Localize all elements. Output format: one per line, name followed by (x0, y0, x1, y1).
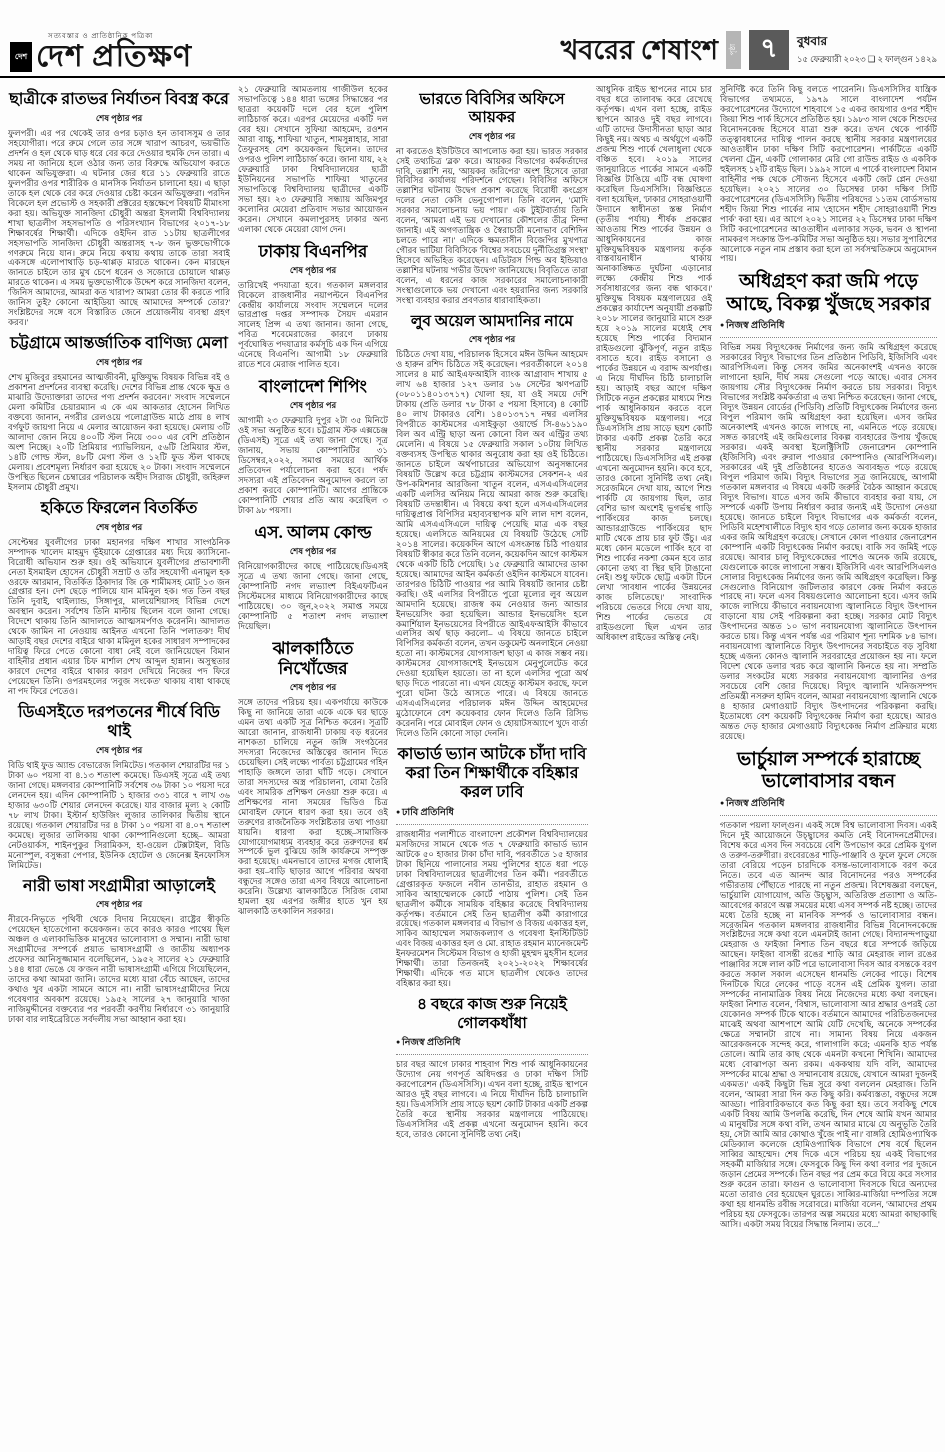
article-body: শেখ মুজিবুর রহমানের আত্মজীবনী, মুক্তিযুদ্ধ বিষয়ক বিভিন্ন বই ও প্রকাশনা প্রদর্শনের ব্যবস্থা করেছি। দেশের বিভিন্ন প্রান্ত থেকে ক্ষুদ্র ও মাঝারি উদ্যোক্তারা তাদের পণ্য প্রদর্শন করবেন।' সংবাদ সম্মেলনে মেলা কমিটির চেয়ারম্যান এ কে এম আকতার হোসেন লিখিত বক্তব্যে জানান, নগরীর রেলওয়ে পলোগ্রাউন্ড মাঠে প্রায় ৪ লাখ বর্গফুট জায়গা নিয়ে এ মেলার আয়োজন করা হয়েছে। মেলায় ৩টি আলাদা জোন নিয়ে ৪০০টি স্টল নিয়ে ৩০০ এর বেশি প্রতিষ্ঠান অংশ নিচ্ছে। ২০টি প্রিমিয়ার প্যাভিলিয়ন, ৫৬টি প্রিমিয়ার স্টল, ১৪টি গোল্ড স্টল, ৪৮টি মেগা স্টল ও ১২টি ফুড স্টল থাকছে মেলায়। প্রবেশমূল্য নির্ধারণ করা হয়েছে ২০ টাকা। সংবাদ সম্মেলনে উপস্থিত ছিলেন চেম্বারের পরিচালক অহীদ সিরাজ চৌধুরী, জহিরুল ইসলাম চৌধুরী প্রমুখ। (8, 372, 230, 492)
news-column-3 (396, 84, 588, 1448)
byline-bullet-icon: ● (720, 798, 726, 807)
byline-name: নিজস্ব প্রতিনিধি (725, 798, 785, 809)
masthead-logo-text: দেশ প্রতিক্ষণ (36, 40, 193, 73)
article-headline: ঝালকাঠিতে নিখোঁজের (272, 638, 354, 678)
article-body: বিনিয়োগকারীদের কাছে পাঠিয়েছে।ডিএসই সূত্রে এ তথ্য জানা গেছে। জানা গেছে, কোম্পানিটি নগদ লভ্যাংশ বিইএফটিএন সিস্টেমসের মাধ্যমে বিনিয়োগকারীদের কাছে পাঠিয়েছে। ৩০ জুন,২০২২ সমাপ্ত সময়ে কোম্পানিটি ৫ শতাংশ নগদ লভ্যাংশ দিয়েছিল। (238, 561, 388, 631)
article-body: সঙ্গে তাদের পরিচয় হয়। একপর্যায়ে কাউকে কিছু না জানিয়ে তারা একে একে ঘর ছাড়ে এমন তথ্য একটি সূত্র নিশ্চিত করেন। সূত্রটি আরো জানান, রাজধানী ঢাকায় বড় ধরনের নাশকতা চালিয়ে নতুন জঙ্গি সংগঠনের সদস্যরা নিজেদের অস্তিত্বের জানান দিতে চেয়েছিল। সেই লক্ষ্যে পার্বত্য চট্টগ্রামের গহিন পাহাড়ি জঙ্গলে তারা ঘাঁটি গড়ে। সেখানে তারা সদস্যদের অস্ত্র পরিচালনা, বোমা তৈরি এবং সামরিক প্রশিক্ষণ নেওয়া শুরু করে। এ প্রশিক্ষণের নানা সময়ের ভিডিও চিত্র মোবাইল ফোনে ধারণ করা হয়। তবে ওই তরুণের রাজনৈতিক সংশ্লিষ্টতার তথ্য পাওয়া যায়নি। ধারণা করা হচ্ছে–সামাজিক যোগাযোগমাধ্যম ব্যবহার করে তরুণদের ধর্ম সম্পর্কে ভুল বুঝিয়ে জঙ্গি কার্যক্রমে সম্পৃক্ত করা হয়েছে। এমনভাবে তাদের মগজ ধোলাই করা হয়–বাড়ি ছাড়ার আগে পরিবার অথবা বন্ধুদের সঙ্গেও তারা এসব বিষয়ে আলোচনা করেনি। উল্লেখ্য ঝালকাঠিতে সিরিজ বোমা হামলা হয় এরপর জঙ্গীর হাতে খুন হয় ঝালকাঠি তৎকালিন সরকার। (238, 696, 388, 917)
masthead-tagline: সত্যবস্তার ও প্রাতিষ্ঠানিক পত্রিকা (48, 32, 154, 40)
continued-from-kicker: শেষ পৃষ্ঠার পর (289, 546, 337, 557)
article-body: তারিখেই পদযাত্রা হবে। গতকাল মঙ্গলবার বিকেলে রাজধানীর নয়াপল্টনে বিএনপির কেন্দ্রীয় কার্যালয়ে সংবাদ সম্মেলনে দলের ভারপ্রাপ্ত দপ্তর সম্পাদক সৈয়দ এমরান সালেহ প্রিন্স এ তথ্য জানান। জানা গেছে, পবিত্র শবেমেরাজের কারণে ঢাকায় পূর্বঘোষিত পদযাত্রার কর্মসূচি এক দিন এগিয়ে এনেছে বিএনপি। আগামী ১৮ ফেব্রুয়ারি রাতে শবে মেরাজ পালিত হবে। (238, 279, 388, 370)
article-body: বিভিন্ন সময় বিদ্যুৎকেন্দ্র নির্মাণের জন্য জমি অধিগ্রহণ করেছে সরকারের বিদ্যুৎ বিভাগের তিন প্রতিষ্ঠান পিডিবি, ইজিসিবি এবং আরপিসিএল। কিন্তু সেসব জমির অনেকাংশই এখনও কাজে লাগানো হয়নি, দীর্ঘ সময় সেগুলো পড়ে আছে। এবার সেসব জায়গায় সৌর বিদ্যুৎকেন্দ্র নির্মাণ করতে চায় সরকার। বিদ্যুৎ বিভাগের সংশ্লিষ্ট কর্মকর্তারা এ তথ্য নিশ্চিত করেছেন। জানা গেছে, বিদ্যুৎ উন্নয়ন বোর্ডের (পিডিবি) প্রতিটি বিদ্যুৎকেন্দ্র নির্মাণের জন্য বিপুল পরিমাণ জমি অধিগ্রহণ করা হয়েছিল। এসব জমির অনেকাংশই এখনও কাজে লাগছে না, এমনিতে পড়ে রয়েছে। সঙ্গত কারণেই এই জমিগুলোর বিকল্প ব্যবহারের উপায় খুঁজছে সরকার। একই অবস্থা ইলেক্ট্রিসিটি জেনারেশন কোম্পানি (ইজিসিবি) এবং রুরাল পাওয়ার কোম্পানিও (আরপিসিএল)। সরকারের এই দুই প্রতিষ্ঠানের হাতেও অব্যবহৃত পড়ে রয়েছে বিপুল পরিমাণ জমি। বিদ্যুৎ বিভাগের সূত্র জানিয়েছে, আগামী গতকাল মঙ্গলবার এ বিষয়ে একটি জরুরি বৈঠক আহ্বান করেছে বিদ্যুৎ বিভাগ। যাতে এসব জমি কীভাবে ব্যবহার করা যায়, সে সম্পর্কে একটি উপায় নির্ধারণ করার জন্যই এই উদ্যোগ নেওয়া হয়েছে। জানতে চাইলে বিদ্যুৎ বিভাগের এক কর্মকর্তা বলেন, পিডিবি মহেশখালীতে বিদ্যুৎ হাব গড়ে তোলার জন্য কয়েক হাজার একর জমি অধিগ্রহণ করেছে। সেখানে কোল পাওয়ার জেনারেশন কোম্পানি একটি বিদ্যুৎকেন্দ্র নির্মাণ করছে। বাকি সব জমিই পড়ে রয়েছে। আবার চালু বিদ্যুৎকেন্দ্রের পাশেও অনেক জমি রয়েছে, যেগুলোকে কাজে লাগানো সম্ভব। ইজিসিবি এবং আরপিসিএলও সোলার বিদ্যুৎকেন্দ্র নির্মাণের জন্য জমি অধিগ্রহণ করেছিল। কিন্তু সেগুলোও বিনিয়োগ জটিলতার কারণে কেন্দ্র নির্মাণ করতে পারছে না। ফলে এসব বিষয়গুলোও আলোচনা হবে। এসব জমি কাজে লাগিয়ে কীভাবে নবায়নযোগ্য জ্বালানিতে বিদ্যুৎ উৎপাদন বাড়ানো যায় সেই পরিকল্পনা করা হচ্ছে। সরকার মোট বিদ্যুৎ উৎপাদনের অন্তত ১০ ভাগ নবায়নযোগ্য জ্বালানিতে উৎপাদন করতে চায়। কিন্তু এখন পর্যন্ত এর পরিমাণ শূন্য দশমিক ৮৪ ভাগ। নবায়নযোগ্য জ্বালানিতে বিদ্যুৎ উৎপাদনের সবচাইতে বড় সুবিধা হচ্ছে এজন্য কোনও জ্বালানি সরবরাহের প্রয়োজন হয় না। ফলে বিদেশ থেকে ডলার খরচ করে জ্বালানি কিনতে হয় না। সম্প্রতি ডলার সংকটের মধ্যে সরকার নবায়নযোগ্য জ্বালানির ওপর সবচেয়ে বেশি জোর দিয়েছে। বিদ্যুৎ জ্বালানি খনিজসম্পদ প্রতিমন্ত্রী নসরুল হামিদ বলেন, আমরা নবায়নযোগ্য জ্বালানি থেকে ৪ হাজার মেগাওয়াট বিদ্যুৎ উৎপাদনের পরিকল্পনা করছি। ইতোমধ্যে বেশ কয়েকটি বিদ্যুৎকেন্দ্র নির্মাণ করা হয়েছে। আরও অন্তত দেড় হাজার মেগাওয়াট বিদ্যুৎকেন্দ্র নির্মাণ প্রক্রিয়ার মধ্যে রয়েছে। (720, 342, 937, 742)
page-number: ৭ (760, 32, 778, 63)
continued-from-kicker: শেষ পৃষ্ঠার পর (289, 264, 337, 275)
continued-from-kicker: শেষ পৃষ্ঠার পর (95, 744, 143, 755)
article-headline: অধিগ্রহণ করা জমি পড়ে আছে, বিকল্প খুঁজছে সরকার (726, 271, 931, 315)
continued-from-kicker: শেষ পৃষ্ঠার পর (289, 681, 337, 692)
continued-from-kicker: শেষ পৃষ্ঠার পর (468, 130, 516, 141)
page-label: পৃষ্ঠা (729, 44, 738, 56)
article-body: রাজধানীর পলাশীতে বাংলাদেশ প্রকৌশল বিশ্ববিদ্যালয়ের মসজিদের সামনে থেকে গত ৭ ফেব্রুয়ারি কাভার্ড ভ্যান আটকে ৫০ হাজার টাকা চাঁদা দাবি, পরবর্তীতে ১৫ হাজার টাকা ছিনিয়ে পালানোর সময় পুলিশের হাতে ধরা পড়ে ঢাকা বিশ্ববিদ্যালয়ের ছাত্রলীগের তিন কর্মী। পরবর্তীতে গ্রেপ্তারকৃত ফজলে নবীন তানভীর, রাহাত রহমান ও সাকিব আহাম্মেলকে কোর্টে পাঠায় পুলিশ। সেই তিন ছাত্রলীগ কর্মীকে সাময়িক বহিষ্কার করেছে বিশ্ববিদ্যালয় কর্তৃপক্ষ। বর্তমানে সেই তিন ছাত্রলীগ কর্মী কারাগারে রয়েছে। গতকাল মঙ্গলবার এ বিভাগ ও বিজয় একাত্তর হল, সাকিব আহাম্মেল সমাজকল্যাণ ও গবেষণা ইনস্টিটিউট এবং বিজয় একাত্তর হল ও মো. রাহাত রহমান ম্যানেজমেন্ট ইনফরমেশন সিস্টেমস বিভাগ ও হাজী মুহম্মদ মুহসীন হলের শিক্ষার্থী। তারা তিনজনই ২০২১-২০২২ শিক্ষাবর্ষের শিক্ষার্থী। এদিকে গত মাসে ছাত্রলীগ থেকেও তাদের বহিষ্কার করা হয়। (396, 828, 588, 989)
article-body: চার বছর আগে ঢাকার শাহবাগ শিশু পার্ক আধুনিকায়নের উদ্যোগ নেয় গণপূর্ত অধিদপ্তর ও ঢাকা দক্ষিণ সিটি করপোরেশন (ডিএসসিসি)। এখন বলা হচ্ছে, রাইড স্থাপনে আরও দুই বছর লাগবে। এ নিয়ে দীর্ঘদিন চিঠি চালাচালি হয়। ডিএসসিসি প্রায় সাড়ে ছয়শ কোটি টাকার একটি প্রকল্প তৈরি করে স্থানীয় সরকার মন্ত্রণালয়ে পাঠিয়েছে। ডিএসসিসির এই প্রকল্প এখনো অনুমোদন হয়নি। কবে হবে, তারও কোনো সুনির্দিষ্ট তথ্য নেই। (396, 1058, 588, 1139)
page-number-box (749, 30, 789, 70)
header-right (561, 30, 937, 70)
byline-divider (396, 824, 588, 825)
article-headline: লুব অয়েল আমদানির নামে (410, 313, 574, 331)
continued-from-kicker: শেষ পৃষ্ঠার পর (95, 899, 143, 910)
article-byline (396, 1036, 588, 1051)
masthead-logo-mark: দেশ (10, 42, 32, 72)
article-byline (720, 319, 937, 334)
byline-bullet-icon: ● (396, 1037, 402, 1046)
byline-divider (396, 1054, 588, 1055)
byline-name: ঢাবি প্রতিনিধি (401, 807, 454, 818)
continued-from-kicker: শেষ পৃষ্ঠার পর (289, 400, 337, 411)
byline-name: নিজস্ব প্রতিনিধি (401, 1037, 461, 1048)
article-body: সুনির্দিষ্ট করে তিনি কিছু বলতে পারেননি। ডিএসসিসির যান্ত্রিক বিভাগের তথ্যমতে, ১৯৭৯ সালে বাংলাদেশ পর্যটন করপোরেশনের উদ্যোগে শাহবাগে ১৫ একর জায়গার ওপর শহীদ জিয়া শিশু পার্ক হিসেবে প্রতিষ্ঠিত হয়। ১৯৮৩ সাল থেকে শিশুদের বিনোদনকেন্দ্র হিসেবে যাত্রা শুরু করে। তখন থেকে পার্কটি তত্ত্বাবধানের দায়িত্ব পালন করছে স্থানীয় সরকার মন্ত্রণালয়ের আওতাধীন ঢাকা দক্ষিণ সিটি করপোরেশন। পার্কটিতে একটি খেলনা ট্রেন, একটি গোলাকার মেরি গো রাউন্ড রাইড ও একবিক হুইলসহ ১২টি রাইড ছিল। ১৯৯২ সালে এ পার্কে বাংলাদেশ বিমান বাহিনীর পক্ষ থেকে সৌজন্য হিসেবে একটি জেট প্লেন দেওয়া হয়েছিল। ২০২১ সালের ৩০ ডিসেম্বর ঢাকা দক্ষিণ সিটি করপোরেশনের (ডিএসসিসি) দ্বিতীয় পরিষদের ১১তম বোর্ডসভায় শহীদ জিয়া শিশু পার্কের নাম 'হোসেন শহীদ সোহরাওয়ার্দী শিশু পার্ক' করা হয়। এর আগে ২০২১ সালের ২২ ডিসেম্বর ঢাকা দক্ষিণ সিটি করপোরেশনের আওতাধীন এলাকার সড়ক, ভবন ও স্থাপনা নামকরণ সংক্রান্ত উপ-কমিটির সভা অনুষ্ঠিত হয়। সভার সুপারিশের আলোকে নতুন নাম প্রস্তাব করা হলে তা সর্বসম্মতিক্রমে অনুমোদন পায়। (720, 84, 937, 264)
masthead (10, 30, 310, 72)
article-headline: ডিএসইতে দরপতনের শীর্ষে বিডি থাই (18, 704, 220, 740)
article-body: না করতেও ইউটিউবে আপলোড করা হয়। ভারত সরকার সেই তথ্যচিত্র 'ব্লক' করে। আয়কর বিভাগের কর্মকর্তাদের দাবি, তল্লাশি নয়, 'আয়কর জরিপের' অংশ হিসেবে তারা বিবিসির কার্যালয় পরিদর্শনে গেছেন। বিবিসির অফিসে তল্লাশির ঘটনায় উদ্বেগ প্রকাশ করেছে বিরোধী কংগ্রেস দলের নেতা কেসি ভেনুগোপাল। তিনি বলেন, 'মোদি সরকার সমালোচনায় ভয় পায়।' এক টুইটবার্তায় তিনি বলেন, 'আমরা এই ভয় দেখানোর কৌশলের তীব্র নিন্দা জানাই। এই অগণতান্ত্রিক ও স্বৈরাচারী মনোভাব বেশিদিন চলতে পারে না।' এদিকে ক্ষমতাসীন বিজেপির মুখপাত্র গৌরব ভাটিয়া বিবিসিকে 'বিশ্বের সবচেয়ে দুর্নীতিগ্রস্ত সংস্থা' হিসেবে অভিহিত করেছেন। এডিটরস গিল্ড অব ইন্ডিয়াও তল্লাশির ঘটনায় 'গভীর উদ্বেগ' জানিয়েছে। বিবৃতিতে তারা বলেন, এ ধরনের কাজ সরকারের সমালোচনাকারী সংস্থাগুলোকে ভয় দেখানো এবং হয়রানির জন্য সরকারি সংস্থা ব্যবহার করার প্রবণতার ধারাবাহিকতা। (396, 145, 588, 306)
continued-from-kicker: শেষ পৃষ্ঠার পর (95, 357, 143, 368)
byline-name: নিজস্ব প্রতিনিধি (725, 321, 785, 332)
article-headline: বাংলাদেশ শিপিং (258, 377, 368, 397)
article-body: বিডি থাই ফুড অ্যান্ড বেভারেজ লিমিটেড। গতকাল শেয়ারটির দর ১ টাকা ৬০ পয়সা বা ৪.১৩ শতাংশ কমেছে। ডিএসই সূত্রে এই তথ্য জানা গেছে। মঙ্গলবার কোম্পানিটি সর্বশেষ ৩৬ টাকা ১০ পয়সা দরে লেনদেন হয়। এদিন কোম্পানিটি ১ হাজার ৩৩১ বারে ৭ লাখ ৩৬ হাজার ৬৩০টি শেয়ার লেনদেন করেছে। যার বাজার মূল্য ২ কোটি ৭৮ লাখ টাকা। ইস্টার্ন হাউজিং লুজার তালিকার দ্বিতীয় স্থানে রয়েছে। গতকাল শেয়ারটির দর ৪ টাকা ১০ পয়সা বা ৪.০৭ শতাংশ কমেছে। লুজার তালিকায় থাকা কোম্পানিগুলো হচ্ছে– আমরা নেটওয়ার্কস, শাইনপুকুর সিরামিকস, হা-ওয়েল টেক্সটাইল, বিডি মনোস্পুল, বসুন্ধরা পেপার, ইউনিক হোটেল ও জেনেক্স ইনফোসিস লিমিটেড। (8, 759, 230, 870)
continued-from-kicker: শেষ পৃষ্ঠার পর (468, 334, 516, 345)
article-headline: হকিতে ফিরলেন বিতর্কিত (40, 499, 198, 517)
byline-divider (720, 337, 937, 338)
byline-divider (720, 815, 937, 816)
article-byline (720, 797, 937, 812)
article-headline: এস. আলম কোল্ড (254, 523, 372, 543)
news-column-1 (8, 84, 230, 1448)
byline-bullet-icon: ● (720, 321, 726, 330)
news-column-5 (720, 84, 937, 1448)
section-title: খবরের শেষাংশ (560, 34, 718, 65)
news-column-2 (238, 84, 388, 1448)
article-body: আগামী ২৩ ফেব্রুয়ারি দুপুর ২টা ৩৫ মিনিটে ওই সভা অনুষ্ঠিত হবে। চট্টগ্রাম স্টক এক্সচেঞ্জ (ডিএসই) সূত্রে এই তথ্য জানা গেছে। সূত্র জানায়, সভায় কোম্পানিটির ৩১ ডিসেম্বর,২০২২, সমাপ্ত সময়ের আর্থিক প্রতিবেদন পর্যালোচনা করা হবে। পর্ষদ সদস্যরা এই প্রতিবেদন অনুমোদন করলে তা প্রকাশ করবে কোম্পানিটি। আগের প্রান্তিকে কোম্পানিটি শেয়ার প্রতি আয় করেছিল ৩ টাকা ৯৮ পয়সা। (238, 415, 388, 516)
continued-from-kicker: শেষ পৃষ্ঠার পর (95, 112, 143, 123)
article-body: চিঠিতে দেখা যায়, পরিচালক হিসেবে মঈন উদ্দিন আহমেদ ও হারুন রশিদ চিঠিতে সই করেছেন। পরবর্তীকালে ২০১৪ সালের ৪ মার্চ আইএফআইসি ব্যাংক আগ্রাবাদ শাখায় ৫ লাখ ৬৪ হাজার ১২৭ ডলার ১৬ সেন্টের ঋণপত্রটি (০৮০১১৪০১৩৭১৭) খোলা হয়, যা ওই সময়ে দেশি টাকায় (প্রতি ডলার ৭৮ টাকা ৫ পয়সা হিসাবে) ৪ কোটি ৪০ লাখ টাকারও বেশি। ১৪০১৩৭১৭ নম্বর এলসির বিপরীতে কাস্টমসের এসাইকুড়া ওয়ার্ল্ডে সি-৪৬১১৯০ বিল অব এন্ট্রি ছাড়া অন্য কোনো বিল অব এন্ট্রির তথ্য মেলেনি। এ বিষয়ে ১৫ ফেব্রুয়ারি সকাল ১০টায় লিখিত বক্তব্যসহ উপস্থিত থাকার অনুরোধ করা হয় ওই চিঠিতে। জানতে চাইলে অর্থপাচারের অভিযোগ অনুসন্ধানের বিষয়টি উল্লেখ করে চট্টগ্রাম কাস্টমসের সেকশন-২ এর উপ-কমিশনার আরজিনা খাতুন বলেন, এসএএসিএলের একটি এলসির অনিয়ম নিয়ে আমরা কাজ শুরু করেছি। বিষয়টি তদন্তাধীন। এ বিষয়ে কথা হলে এসএএসিএলের দায়িত্বপ্রাপ্ত বিপিসির মহাব্যবস্থাপক মণি লাল দাশ বলেন, আমি এসএএসিএলে দায়িত্ব পেয়েছি মাত্র এক বছর হয়েছে। এলসিতে অনিয়মের যে বিষয়টি উঠেছে সেটি ২০১৪ সালের। কয়েকদিন আগে এসংক্রান্ত চিঠি পাওয়ার বিষয়টি স্বীকার করে তিনি বলেন, কয়েকদিন আগে কাস্টমস থেকে একটি চিঠি পেয়েছি। ১৫ ফেব্রুয়ারি আমাদের ডাকা হয়েছে। আমাদের আইন কর্মকর্তা ওইদিন কাস্টমসে যাবেন। তারপরও চিঠিটি পাওয়ার পর আমি বিষয়টি জানার চেষ্টা করছি। ওই এলসির বিপরীতে পুরো মূল্যের লুব অয়েল আমদানি হয়েছে। রাজস্ব কম নেওয়ার জন্য আন্ডার ইনভয়েসিং করা হয়েছিল। আন্ডার ইনভয়েসিং হলে কমার্শিয়াল ইনভয়েসের বিপরীতে আইএফআইসি কীভাবে এলসির অর্থ ছাড় করলো– এ বিষয়ে জানতে চাইলে বিপিসির কর্মকর্তা বলেন, তখন ডকুমেন্ট অনলাইনে নেওয়া হতো না। কাস্টমসের যোগসাজশ ছাড়া এ কাজ সম্ভব নয়। কাস্টমসের যোগসাজশেই ইনভয়েস মেনুপুলেটেড করে দেওয়া হয়েছিল হয়তো। তা না হলে এলসির পুরো অর্থ ছাড় দিতে পারতো না। এখন যেহেতু কাস্টমস করছে, ফলে পুরো ঘটনা উঠে আসতে পারে। এ বিষয়ে জানতে এসএএসিএলের পরিচালক মঈন উদ্দিন আহমেদের মুঠোফোনে বেশ কয়েকবার ফোন দিলেও তিনি রিসিভ করেননি। পরে মোবাইল ফোন ও হোয়াটসঅ্যাপে খুদে বার্তা দিলেও তিনি কোনো সাড়া দেননি। (396, 349, 588, 739)
day-date (797, 33, 937, 67)
article-body: আধুনিক রাইড স্থাপনের নামে চার বছর ধরে তালাবদ্ধ করে রেখেছে কর্তৃপক্ষ। এখন বলা হচ্ছে, রাইড স্থাপনে আরও দুই বছর লাগবে। এটি তাদের উদাসীনতা ছাড়া আর কিছুই নয়। অথচ এ অর্থযুগে একটি প্রজন্ম শিশু পার্কে খেলাধুলা থেকে বঞ্চিত হবে। ২০১৯ সালের জানুয়ারিতে পার্কের সামনে একটি বিজ্ঞপ্তি টাঙিয়ে এটি বন্ধ ঘোষণা করেছিল ডিএসসিসি। বিজ্ঞপ্তিতে বলা হয়েছিল, 'ঢাকার সোহরাওয়ার্দী উদ্যানে স্বাধীনতা স্তম্ভ নির্মাণ (তৃতীয় পর্যায়) শীর্ষক প্রকল্পের আওতায় শিশু পার্কের উন্নয়ন ও আধুনিকায়নের কাজ মুক্তিযুদ্ধবিষয়ক মন্ত্রণালয় কর্তৃক বাস্তবায়নাধীন থাকায় অনাকাঙ্ক্ষিত দুর্ঘটনা এড়ানোর লক্ষ্যে কেন্দ্রীয় শিশু পার্ক সর্বসাধারণের জন্য বন্ধ থাকবে।' মুক্তিযুদ্ধ বিষয়ক মন্ত্রণালয়ের ওই প্রকল্পের কার্যাদেশ অনুযায়ী প্রকল্পটি ২০১৮ সালের জানুয়ারি মাসে শুরু হয়ে ২০১৯ সালের মধ্যেই শেষ হয়েছে শিশু পার্কের বিদ্যমান রাইডগুলো ঝুঁকিপূর্ণ, নতুন রাইড বসাতে হবে। রাইড বসানো ও পার্কের উন্নয়নে এ বরাদ্দ অপর্যাপ্ত। এ নিয়ে দীর্ঘদিন চিঠি চালাচালি হয়। আড়াই বছর আগে দক্ষিণ সিটিকে নতুন প্রকল্পের মাধ্যমে শিশু পার্ক আধুনিকায়ন করতে বলে মুক্তিযুদ্ধবিষয়ক মন্ত্রণালয়। পরে ডিএসসিসি প্রায় সাড়ে ছয়শ কোটি টাকার একটি প্রকল্প তৈরি করে স্থানীয় সরকার মন্ত্রণালয়ে পাঠিয়েছে। ডিএসসিসির এই প্রকল্প এখনো অনুমোদন হয়নি। কবে হবে, তারও কোনো সুনির্দিষ্ট তথ্য নেই। সরেজমিনে দেখা যায়, আগে শিশু পার্কটি যে জায়গায় ছিল, তার বেশির ভাগ অংশেই ভূগর্ভস্থ গাড়ি পার্কিংয়ের কাজ চলছে। আন্ডারগ্রাউন্ডে পার্কিংয়ের ছাদ মাটি থেকে প্রায় চার ফুট উঁচু। এর মধ্যে কোন মডেলে পার্কিং হবে বা শিশু পার্কের নকশা কেমন হবে তার কোনো তথ্য বা স্থির ছবি টাঙানো নেই। শুধু ফটকে ছোট্ট একটা টিনে লেখা 'সাবধান পার্কের উন্নয়নের কাজ চলিতেছে।' সাংবাদিক পরিচয়ে ভেতরে গিয়ে দেখা যায়, শিশু পার্কের ভেতরে যে রাইডগুলো ছিল এখন তার অধিকাংশ রাইডের অস্তিত্ব নেই। (596, 84, 712, 643)
continued-from-kicker: শেষ পৃষ্ঠার পর (95, 521, 143, 532)
article-body: ফুলপরী। এর পর থেকেই তার ওপর চড়াও হন তাবাসসুম ও তার সহযোগীরা। পরে রুমে গেলে তার সঙ্গে খারাপ আচরণ, ভয়ভীতি প্রদর্শন ও হল থেকে ঘাড় ধরে বের করে দেওয়ার হুমকি দেন তারা। এ সময় না জানিয়ে হলে ওঠার জন্য তার বিরুদ্ধে অভিযোগ করতে থাকেন অভিযুক্তরা। এ ঘটনার জের ধরে ১১ ফেব্রুয়ারি রাতে ফুলপরীর ওপর শারীরিক ও মানসিক নির্যাতন চালানো হয়। এ ছাড়া তাকে হল থেকে বের করে দেওয়ার চেষ্টা করেন অভিযুক্তরা। পরদিন বিকেলে হল প্রভোস্ট ও সহকারী প্রক্টরের হস্তক্ষেপে বিষয়টি মীমাংসা করা হয়। অভিযুক্ত সানজিদা চৌধুরী অন্তরা ইসলামী বিশ্ববিদ্যালয় শাখা ছাত্রলীগ সহসভাপতি ও পরিসংখ্যান বিভাগের ২০১৭-১৮ শিক্ষাবর্ষের শিক্ষার্থী। এদিকে ওইদিন রাত ১১টায় ছাত্রলীগের সহসভাপতি সানজিদা চৌধুরী অন্তরাসহ ৭-৮ জন ভুক্তভোগীকে গণরুমে নিয়ে যান। রুমে নিয়ে কথায় কথায় তাকে তারা সবাই একসঙ্গে এলোপাথাড়ি চড়-থাপ্পড় মারতে থাকেন। কেন মারছেন জানতে চাইলে তার মুখ চেপে ধরেন ও সজোরে চোয়ালে থাপ্পড় মারতে থাকেন। এ সময় ভুক্তভোগীকে উদ্দেশ করে সানজিদা বলেন, 'জিনিস আমাদের, আমরা কত খারাপ? আমরা তোর কী করতে পারি জানিস তুই? কোনো আইডিয়া আছে আমাদের সম্পর্কে তোর?' সংশ্লিষ্টদের সঙ্গে বসে বিস্তারিত জেনে প্রয়োজনীয় ব্যবস্থা গ্রহণ করব।' (8, 127, 230, 328)
article-headline: ঢাকায় বিএনপির (258, 241, 368, 261)
article-headline: ভারতে বিবিসির অফিসে আয়কর (419, 91, 565, 127)
page-header (0, 0, 945, 78)
page-label-box (726, 31, 741, 69)
article-body: গতকাল পয়লা ফাল্গুন। একই সঙ্গে বিশ্ব ভালোবাসা দিবস। একই দিনে দুই আয়োজনে উচ্ছ্বাসের কমতি নেই বিনোদনপ্রেমীদের। বিশেষ করে এসব দিন সবচেয়ে বেশি উপভোগ করে প্রেমিক যুগল ও তরুণ-তরুণীরা। রংবেরঙের শাড়ি-পাঞ্জাবি ও ফুলে ফুলে সেজে তারা বেরিয়ে পড়েন চারদিকে বসন্ত-ভালোবাসাকে বরণ করে নিতে। তবে এত আনন্দ আর বিনোদনের পরও সম্পর্কের গভীরতায় পৌঁছাতে পারছে না নতুন প্রজন্ম। বিশেষজ্ঞরা বলছেন, ভার্চুয়ালি যোগাযোগ, অতি উচ্ছ্বাস, অতিরিক্ত প্রত্যাশা ও অতি-আবেগের কারণে অল্প সময়ের মধ্যে এসব সম্পর্ক নষ্ট হচ্ছে। তাদের মধ্যে তৈরি হচ্ছে না মানবিক সম্পর্ক ও ভালোবাসার বন্ধন। সরেজমিন গতকাল মঙ্গলবার রাজধানীর বিভিন্ন বিনোদনকেন্দ্রে সংশ্লিষ্টদের সঙ্গে কথা বলে এমনটাই জানা গেছে। বিদ্যানন্দপাড়ুয়া মেহরাজ ও ফাইজা নিশাত তিন বছরে ধরে সম্পর্কে জড়িয়ে আছেন। ফাইজা বাসন্তী রঙের শাড়ি আর মেহরাজ লাল রঙের পাঞ্জাবির সঙ্গে লাল কটি পরে ভালোবাসা দিবস আর বসন্তকে বরণ করতে সকাল সকাল এসেছেন ধানমন্ডি লেকের পাড়ে। বিশেষ দিনটিকে ঘিরে লেকের পাড়ে বসেন এই প্রেমিক যুগল। তারা সম্পর্কের নানামাত্রিক বিষয় নিয়ে নিজেদের মধ্যে কথা বলছেন। ফাইজা নিশাত বলেন, 'বিশ্বাস, ভালোবাসা আর শ্রদ্ধার ওপরই তো যেকোনও সম্পর্ক টিকে থাকে। বর্তমানে আমাদের পরিচিতজনদের মাঝেই অথবা আশপাশে আমি যেটি দেখেছি, অনেকে সম্পর্কের ক্ষেত্রে সম্মানটা রাখে না। সামান্য বিষয় নিয়ে একজন আরেকজনকে সন্দেহ করে, গালাগালি করে; এমনকি হাত পর্যন্ত তোলে। আমি তার কাছ থেকে এমনটা কখনো শিখিনি। আমাদের মধ্যে বোঝাপড়া অন্য রকম। এককথায় যদি বলি, আমাদের সম্পর্কের মাঝে শ্রদ্ধা ও সম্মানবোধ রয়েছে, যেখানে আমরা দুজনই একমত।' একই কিছুটা ভিন্ন সুরে কথা বললেন মেহরাজ। তিনি বলেন, 'আমরা সারা দিন কত কিছু করি। কর্মব্যস্ততা, বন্ধুদের সঙ্গে আড্ডা। পারিবারিকভাবে কত কিছু করা হয়। তবে সবকিছু শেষে একটি বিষয় আমি উপলব্ধি করেছি, দিন শেষে আমি যখন আমার এ মানুষটির সঙ্গে কথা বলি, তখন আমার মাঝে যে অনুভূতি তৈরি হয়, সেটা আমি আর কোথাও খুঁজে পাই না।' বাঙ্গরি হোমিওপ্যাথিক মেডিক্যাল কলেজে হোমিওপ্যাথিক বিভাগে শেষ বর্ষে ছিলেন সাব্বির আহম্মেদ। শেষ দিকে এসে পরিচয় হয় একই বিভাগের সহকর্মী মার্জিয়ার সঙ্গে। ফেসবুকে কিছু দিন কথা বলার পর দুজনে জড়ান প্রেমের সম্পর্কে। তিন বছর পর প্রেম করে বিয়ে করে সংসার শুরু করেন তারা। ফাগুন ও ভালোবাসা দিবসকে ঘিরে অন্যদের মতো তারাও বের হয়েছেন ঘুরতে। সাব্বির-মার্জিয়া দম্পতির সঙ্গে কথা হয় ধানমন্ডি রবীন্দ্র সরোবরে। মার্জিয়া বলেন, 'আমাদের প্রথম পরিচয় হয় ফেসবুকে। তারপর অল্প সময়ের মধ্যে আমরা কাছাকাছি আসি। একটা সময় বিয়ের সিদ্ধান্ত নিলাম। তবে...' (720, 819, 937, 1229)
byline-bullet-icon: ● (396, 807, 402, 816)
news-column-4 (596, 84, 712, 1448)
article-body: সেপ্টেম্বর যুবলীগের ঢাকা মহানগর দক্ষিণ শাখার সাংগঠনিক সম্পাদক খালেদ মাহমুদ ভূঁইয়াকে গ্রেপ্তারের মধ্য দিয়ে ক্যাসিনো-বিরোধী অভিযান শুরু হয়। ওই অভিযানে যুবলীগের প্রভাবশালী নেতা ইসমাইল হোসেন চৌধুরী সম্রাট ও তাঁর সহযোগী এনামুল হক ওরফে আরমান, বিতর্কিত ঠিকাদার জি কে শামীমসহ মোট ১৩ জন গ্রেপ্তার হন। দেশ ছেড়ে পালিয়ে যান মমিনুল হক। গত তিন বছর তিনি দুবাই, থাইল্যান্ড, সিঙ্গাপুর, মালয়েশিয়াসহ বিভিন্ন দেশে অবস্থান করেন। সর্বশেষ তিনি মাল্টায় ছিলেন বলে জানা গেছে। বিদেশে থাকায় তিনি আদালতে আত্মসমর্পণও করেননি। আদালত থেকে জামিন না নেওয়ায় আইনত এখনো তিনি 'পলাতক'! দীর্ঘ আড়াই বছর দেশের বাইরে থাকা মমিনুল হকের সাধারণ সম্পাদকের দায়িত্ব ফিরে পেতে কোনো বাধা নেই বলে জানিয়েছেন বিমান বাহিনীর প্রধান এয়ার চিফ মার্শাল শেখ আব্দুল হান্নান। অসুস্থতার কারণে দেশের বাইরে থাকার কারণ দেখিয়ে নিজের পদ ফিরে পেয়েছেন তিনি। ওপরমহলের 'সবুজ সংকেত' থাকায় বাধা থাকছে না পদ ফিরে পেতেও। (8, 536, 230, 697)
article-headline: কাভার্ড ভ্যান আটকে চাঁদা দাবি করা তিন শিক্ষার্থীকে বহিষ্কার করল ঢাবি (397, 746, 587, 801)
article-headline: ৪ বছরে কাজ শুরু নিয়েই গোলকধাঁধা (417, 996, 567, 1032)
day-name: বুধবার (796, 34, 828, 48)
article-headline: ছাত্রীকে রাতভর নির্যাতন বিবস্ত্র করে (9, 91, 229, 108)
article-headline: চট্টগ্রামে আন্তর্জাতিক বাণিজ্য মেলা (10, 335, 228, 353)
article-body: ২১ ফেব্রুয়ারি আমতলায় গাজীউল হকের সভাপতিত্বে ১৪৪ ধারা ভঙ্গের সিদ্ধান্তের পর ছাত্ররা কয়েকটি দলে বের হলে পুলিশ লাঠিচার্জ করে। এরপর মেয়েদের একটি দল বের হয়। সেখানে সুফিয়া আহমেদ, রওশন আরা বাচ্চু, শাফিয়া খাতুন, শামসুন্নাহার, সারা তৈফুরসহ বেশ কয়েকজন ছিলেন। তাদের ওপরও পুলিশ লাঠিচার্জ করে। জানা যায়, ২২ ফেব্রুয়ারি ঢাকা বিশ্ববিদ্যালয়ের ছাত্রী ইউনিয়নের সভাপতি শাফিয়া খাতুনের সভাপতিত্বে বিশ্ববিদ্যালয় ছাত্রীদের একটি সভা হয়। ২৩ ফেব্রুয়ারি সন্ধ্যায় অজিমপুর কলোনির মেয়েরা প্রতিবাদ সভার আয়োজন করেন। সেখানে কমলাপুরসহ ঢাকার অন্য এলাকা থেকে মেয়েরা যোগ দেন। (238, 84, 388, 234)
article-body: নীরবে-নিভৃতে পৃথিবী থেকে বিদায় নিয়েছেন। রাষ্ট্রের স্বীকৃতি পেয়েছেন হাতেগোনা কয়েকজন। তবে কারও কারও পাথেয় ছিল অঞ্চল ও এলাকাভিত্তিক মানুষের ভালোবাসা ও সম্মান। নারী ভাষা সংগ্রামীদের সম্পর্কে প্রয়াত ভাষাসংগ্রামী ও জাতীয় অধ্যাপক প্রফেসর আনিসুজ্জামান বলেছিলেন, ১৯৫২ সালের ২১ ফেব্রুয়ারি ১৪৪ ধারা ভেঙে যে ক'জন নারী ভাষাসংগ্রামী এগিয়ে গিয়েছিলেন, তাদের কথা আমরা জানি। তাদের মধ্যে যারা বেঁচে আছেন, তাদের কথাও খুব একটা সামনে আসে না। নারী ভাষাসংগ্রামীদের নিয়ে গবেষণার অবকাশ রয়েছে। ১৯৫২ সালের ২৭ জানুয়ারি খাজা নাজিমুদ্দীনের বক্তব্যের পর পরবর্তী করণীয় নির্ধারণে ৩১ জানুয়ারি ঢাকা বার লাইব্রেরিতে সর্বদলীয় সভা আহ্বান করা হয়। (8, 914, 230, 1025)
header-rule (0, 76, 945, 78)
article-headline: নারী ভাষা সংগ্রামীরা আড়ালেই (23, 877, 215, 895)
article-headline: ভার্চুয়াল সম্পর্কে হারাচ্ছে ভালোবাসার বন্ধন (737, 749, 920, 793)
date-line: ১৫ ফেব্রুয়ারী ২০২৩ ❑ ২ ফাল্গুন ১৪২৯ (796, 54, 937, 64)
article-byline (396, 806, 588, 821)
